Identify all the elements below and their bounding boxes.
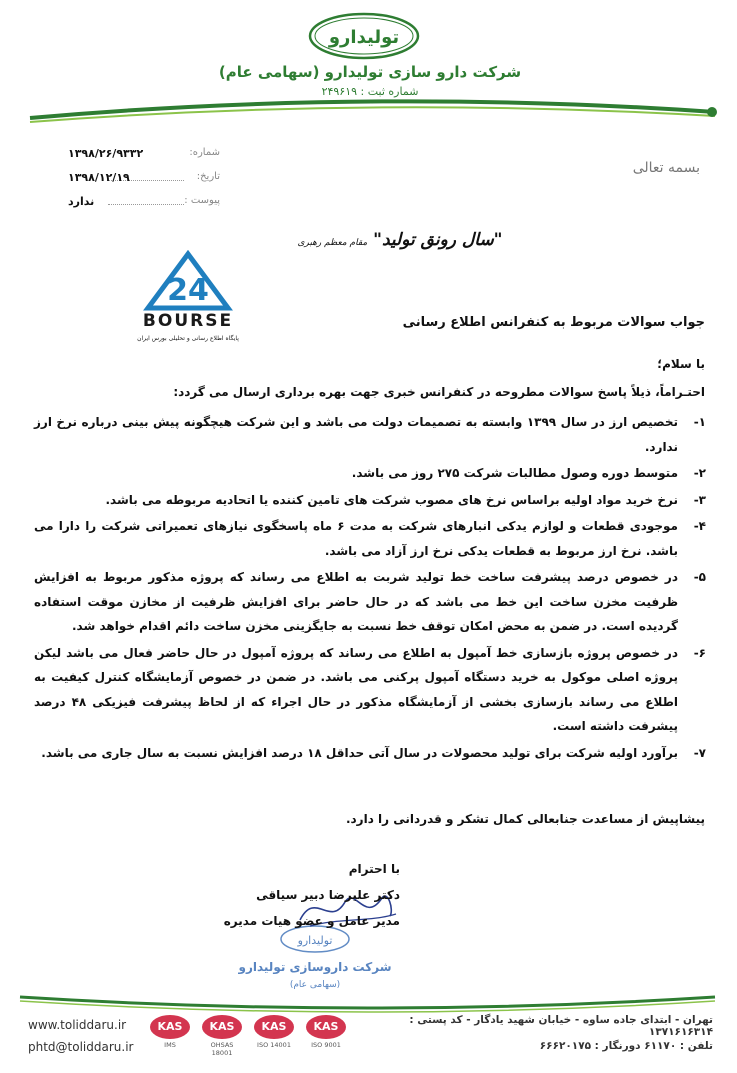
number-value: ۱۳۹۸/۲۶/۹۳۳۲ xyxy=(68,147,144,160)
footer-phone: تلفن : ۶۱۱۷۰ دورنگار : ۶۶۶۲۰۱۷۵ xyxy=(539,1040,713,1052)
bourse-number: 24 xyxy=(167,273,209,308)
footer-address: تهران - ابتدای جاده ساوه - خیابان شهید یادگار - کد پستی : ۱۳۷۱۶۱۶۳۱۴ xyxy=(409,1014,713,1038)
list-item xyxy=(34,514,706,563)
meta-attachment xyxy=(40,195,220,213)
date-value: ۱۳۹۸/۱۲/۱۹ xyxy=(68,171,130,184)
item-text: تخصیص ارز در سال ۱۳۹۹ وابسته به تصمیمات دولت می باشد و این شرکت هیچگونه پیش بینی درباره نرخ ارز ندارد. xyxy=(34,415,678,454)
number-label: شماره: xyxy=(189,147,220,158)
item-number: ۱- xyxy=(693,415,706,429)
logo-text: تولیدارو xyxy=(328,27,400,48)
signer-title: مدیر عامل و عضو هیات مدیره xyxy=(223,914,400,928)
sign-regards: با احترام xyxy=(348,862,400,876)
website-link[interactable]: www.toliddaru.ir xyxy=(28,1018,127,1032)
svg-text:(سهامی عام): (سهامی عام) xyxy=(289,980,341,990)
slogan-attribution: مقام معظم رهبری xyxy=(297,238,368,248)
bourse-logo xyxy=(130,250,246,345)
item-text: در خصوص پروژه بازسازی خط آمپول به اطلاع می رساند که پروژه آمپول در حال حاضر فعال می باشد لیکن پروژه اصلی موکول به خرید دستگاه آمپول پرکنی می باشد. در ضمن در خصوص آزمایشگاه کنترل کیفیت به اطلاع می رساند بازسازی بخشی از آزمایشگاه مذکور در حال اجراء که از لحاظ پیشرفت فیزیکی ۴۸ درصد پیشرفت داشته است. xyxy=(34,645,678,733)
header-swoosh xyxy=(0,88,737,128)
list-item xyxy=(34,461,706,486)
item-number: ۶- xyxy=(693,645,706,660)
attachment-value: ندارد xyxy=(68,195,95,208)
iso9001-badge: KAS ISO 9001 xyxy=(304,1013,348,1053)
list-item xyxy=(34,410,706,459)
svg-text:شرکت داروسازی تولیدارو: شرکت داروسازی تولیدارو xyxy=(238,960,392,974)
list-item xyxy=(34,565,706,639)
year-slogan xyxy=(280,230,520,250)
ims-badge: KAS IMS xyxy=(148,1013,192,1053)
list-item xyxy=(34,641,706,739)
item-text: موجودی قطعات و لوازم یدکی انبارهای شرکت به مدت ۶ ماه پاسخگوی نیازهای تعمیراتی شرکت را دارا می باشد. نرخ ارز مربوط به قطعات یدکی نرخ ارز آزاد می باشد. xyxy=(34,519,678,558)
bourse-caption: پایگاه اطلاع رسانی و تحلیلی بورس ایران xyxy=(137,335,239,342)
date-label: تاریخ: xyxy=(196,171,220,182)
list-item xyxy=(34,488,706,513)
attachment-label: پیوست : xyxy=(184,195,220,206)
item-text: نرخ خرید مواد اولیه براساس نرخ های مصوب شرکت های تامین کننده یا اتحادیه مربوطه می باشد. xyxy=(105,492,678,507)
list-item xyxy=(34,741,706,766)
besmeh: بسمه تعالی xyxy=(632,160,700,176)
attachment-dots xyxy=(108,204,184,205)
company-name: شرکت دارو سازی تولیدارو (سهامی عام) xyxy=(218,63,522,81)
subject-line: جواب سوالات مربوط به کنفرانس اطلاع رسانی xyxy=(402,315,705,330)
item-text: متوسط دوره وصول مطالبات شرکت ۲۷۵ روز می باشد. xyxy=(351,466,678,480)
registration-number: شماره ثبت : ۲۴۹۶۱۹ xyxy=(321,85,419,98)
svg-text:تولیدارو: تولیدارو xyxy=(297,934,333,947)
item-text: برآورد اولیه شرکت برای تولید محصولات در سال آتی حداقل ۱۸ درصد افزایش نسبت به سال جاری می باشد. xyxy=(41,745,678,760)
item-number: ۵- xyxy=(693,570,706,584)
item-number: ۴- xyxy=(693,519,706,533)
item-number: ۲- xyxy=(693,466,706,480)
iso14001-badge: KAS ISO 14001 xyxy=(252,1013,296,1053)
intro-paragraph: احتـراماً، ذیلاً پاسخ سوالات مطروحه در کنفرانس خبری جهت بهره برداری ارسال می گردد: xyxy=(173,385,705,399)
bourse-word: BOURSE xyxy=(142,311,234,331)
greeting: با سلام؛ xyxy=(657,357,705,371)
company-logo xyxy=(308,12,420,60)
meta-date xyxy=(40,171,220,189)
email-link[interactable]: phtd@toliddaru.ir xyxy=(28,1040,134,1054)
ohsas-badge: KAS OHSAS 18001 xyxy=(200,1013,244,1053)
year-slogan-text: "سال رونق تولید" xyxy=(373,230,503,250)
item-number: ۷- xyxy=(693,745,706,760)
certification-badges xyxy=(148,1013,358,1055)
item-number: ۳- xyxy=(693,492,706,507)
closing-line: پیشاپیش از مساعدت جنابعالی کمال تشکر و قدردانی را دارد. xyxy=(345,812,705,826)
signer-name: دکتر علیرضا دبیر سیاقی xyxy=(256,888,400,902)
answer-list xyxy=(34,410,706,767)
item-text: در خصوص درصد پیشرفت ساخت خط تولید شربت به اطلاع می رساند که پروژه مذکور مربوط به افزایش ظرفیت مخزن ساخت این خط می باشد که در حال حاضر برای افزایش ظرفیت از مخازن موقت استفاده گردیده است. در ضمن به محض امکان توقف خط نسبت به جایگزینی مخزن ساخت دائم اقدام خواهد شد. xyxy=(34,570,678,633)
meta-number xyxy=(40,147,220,165)
